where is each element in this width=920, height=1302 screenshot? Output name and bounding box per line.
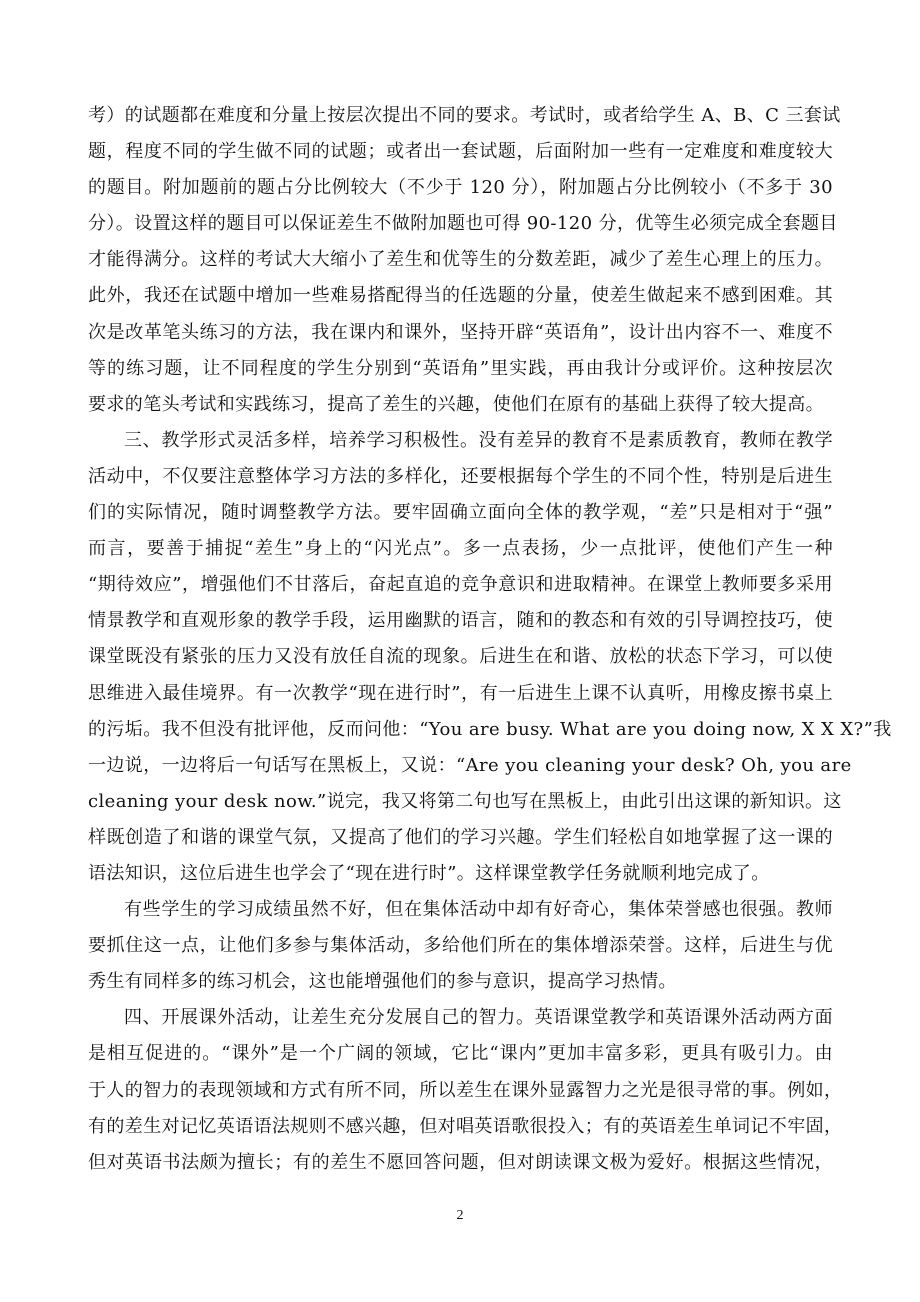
text-line: 题，程度不同的学生做不同的试题；或者出一套试题，后面附加一些有一定难度和难度较大 <box>88 141 833 163</box>
text-line: 语法知识，这位后进生也学会了“现在进行时”。这样课堂教学任务就顺利地完成了。 <box>88 862 770 884</box>
text-line: 情景教学和直观形象的教学手段，运用幽默的语言，随和的教态和有效的引导调控技巧，使 <box>88 610 833 632</box>
paragraph <box>88 892 833 1000</box>
text-line: 此外，我还在试题中增加一些难易搭配得当的任选题的分量，使差生做起来不感到困难。其 <box>88 285 833 307</box>
text-line: 课堂既没有紧张的压力又没有放任自流的现象。后进生在和谐、放松的状态下学习，可以使 <box>88 646 833 668</box>
text-line: 三、教学形式灵活多样，培养学习积极性。没有差异的教育不是素质教育，教师在教学 <box>124 429 833 451</box>
text-line: 一边说，一边将后一句话写在黑板上，又说：“Are you cleaning your desk? Oh, you are <box>88 754 852 776</box>
text-line: 四、开展课外活动，让差生充分发展自己的智力。英语课堂教学和英语课外活动两方面 <box>124 1007 833 1029</box>
text-line: 要求的笔头考试和实践练习，提高了差生的兴趣，使他们在原有的基础上获得了较大提高。 <box>88 393 824 415</box>
text-line: 们的实际情况，随时调整教学方法。要牢固确立面向全体的教学观，“差”只是相对于“强” <box>88 502 833 524</box>
text-line: 而言，要善于捕捉“差生”身上的“闪光点”。多一点表扬，少一点批评，使他们产生一种 <box>88 538 833 560</box>
text-line: 分）。设置这样的题目可以保证差生不做附加题也可得 90-120 分，优等生必须完成全套题目 <box>88 213 838 235</box>
text-line: 思维进入最佳境界。有一次教学“现在进行时”，有一后进生上课不认真听，用橡皮擦书桌上 <box>88 682 833 704</box>
paragraph <box>88 98 841 423</box>
text-line: cleaning your desk now.”说完，我又将第二句也写在黑板上，由此引出这课的新知识。这 <box>88 790 842 812</box>
text-line: 的题目。附加题前的题占分比例较大（不少于 120 分），附加题占分比例较小（不多于 30 <box>88 177 833 199</box>
text-line: 才能得满分。这样的考试大大缩小了差生和优等生的分数差距，减少了差生心理上的压力。 <box>88 249 833 271</box>
text-line: 的污垢。我不但没有批评他，反而问他：“You are busy. What are you doing now, X X X?”我 <box>88 718 892 740</box>
page-number: 2 <box>456 1208 464 1223</box>
text-line: 有些学生的学习成绩虽然不好，但在集体活动中却有好奇心，集体荣誉感也很强。教师 <box>124 899 833 921</box>
text-line: 考）的试题都在难度和分量上按层次提出不同的要求。考试时，或者给学生 A、B、C 三套试 <box>88 105 841 126</box>
paragraph <box>88 1000 843 1180</box>
text-line: 有的差生对记忆英语语法规则不感兴趣，但对唱英语歌很投入；有的英语差生单词记不牢固， <box>88 1115 843 1137</box>
paragraph <box>88 423 892 892</box>
text-line: 次是改革笔头练习的方法，我在课内和课外，坚持开辟“英语角”，设计出内容不一、难度不 <box>88 321 833 343</box>
text-line: 但对英语书法颇为擅长；有的差生不愿回答问题，但对朗读课文极为爱好。根据这些情况， <box>88 1151 833 1173</box>
text-line: 等的练习题，让不同程度的学生分别到“英语角”里实践，再由我计分或评价。这种按层次 <box>88 357 833 379</box>
text-line: 是相互促进的。“课外”是一个广阔的领域，它比“课内”更加丰富多彩，更具有吸引力。由 <box>88 1043 833 1065</box>
text-line: 于人的智力的表现领域和方式有所不同，所以差生在课外显露智力之光是很寻常的事。例如， <box>88 1079 843 1101</box>
text-line: 样既创造了和谐的课堂气氛，又提高了他们的学习兴趣。学生们轻松自如地掌握了这一课的 <box>88 826 833 848</box>
text-line: “期待效应”，增强他们不甘落后，奋起直追的竞争意识和进取精神。在课堂上教师要多采用 <box>88 574 833 596</box>
text-line: 活动中，不仅要注意整体学习方法的多样化，还要根据每个学生的不同个性，特别是后进生 <box>88 465 833 487</box>
document-body <box>88 98 892 1181</box>
text-line: 要抓住这一点，让他们多参与集体活动，多给他们所在的集体增添荣誉。这样，后进生与优 <box>88 935 833 957</box>
text-line: 秀生有同样多的练习机会，这也能增强他们的参与意识，提高学习热情。 <box>88 971 677 993</box>
